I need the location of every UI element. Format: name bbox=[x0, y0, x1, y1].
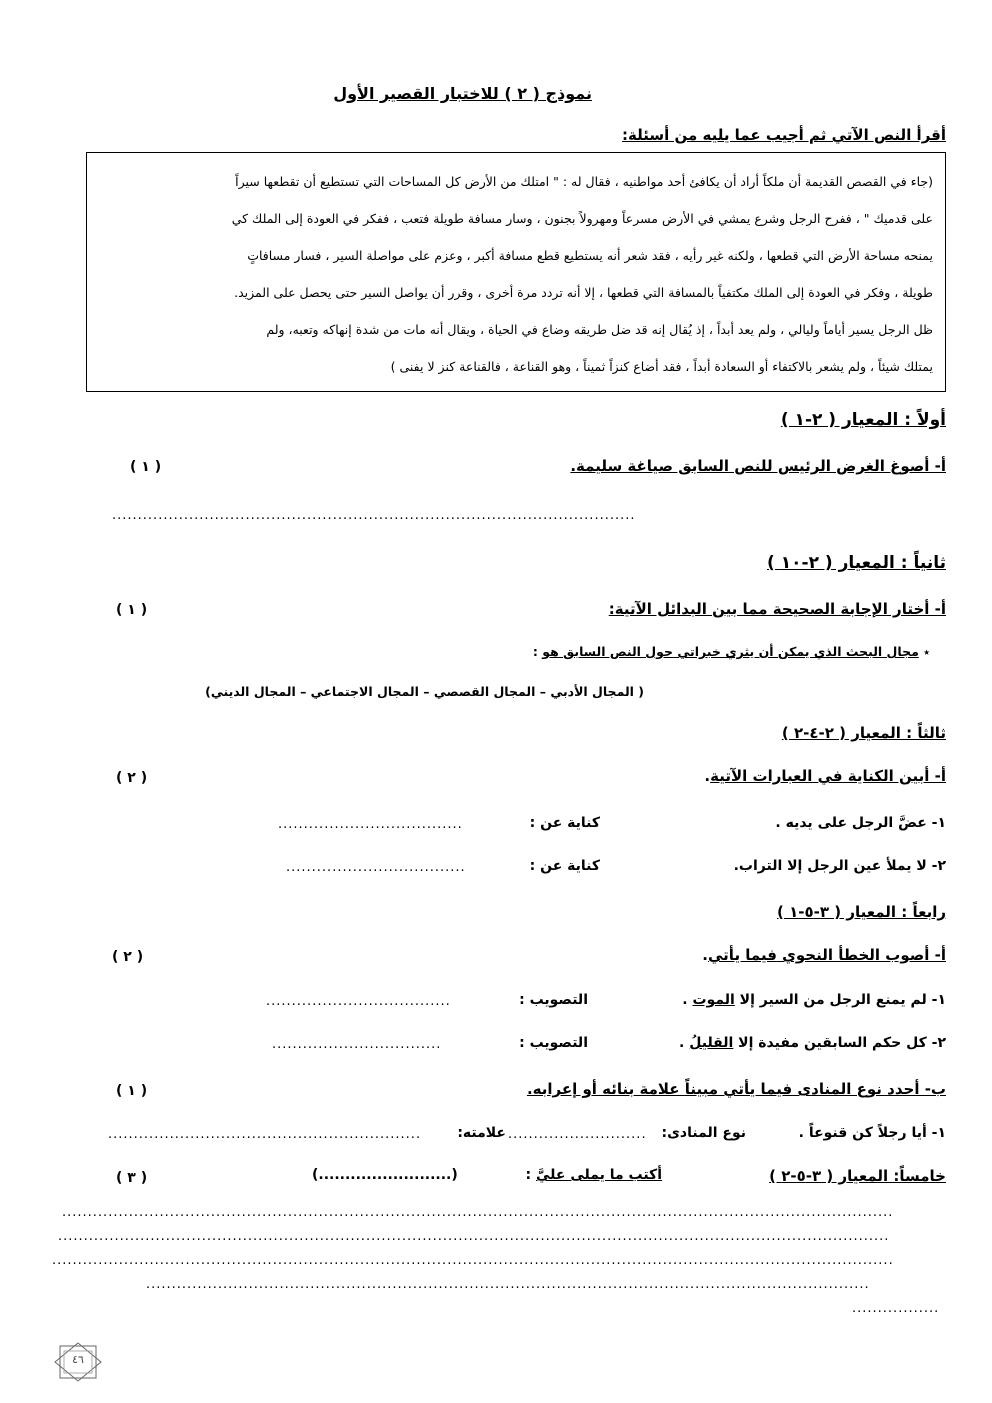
page-number: ٤٦ bbox=[72, 1353, 84, 1366]
section-2-sub-text: مجال البحث الذي يمكن أن يثري خبراتي حول النص السابق هو bbox=[542, 644, 919, 659]
section-4-item-1-label: التصويب : bbox=[519, 992, 588, 1008]
section-3-question bbox=[704, 767, 946, 785]
section-5-score: ( ٣ ) bbox=[116, 1170, 148, 1186]
section-3-item-1: ١- عضَّ الرجل على يديه . bbox=[775, 815, 946, 831]
section-3-q-prefix: أ- أبين الكناية في bbox=[812, 767, 946, 785]
section-4-item-1-answer[interactable]: .................................... bbox=[266, 994, 451, 1009]
section-1-answer-line[interactable]: ...................................................................................................... bbox=[112, 508, 636, 523]
section-3-heading: ثالثاً : المعيار ( ٢-٤-٢ ) bbox=[781, 724, 946, 742]
section-3-item-2-label: كناية عن : bbox=[529, 858, 600, 874]
passage-line: على قدميك " ، ففرح الرجل وشرع يمشي في الأرض مسرعاً ومهرولاً بجنون ، وسار مسافة طويلة فتعب ، ففكر في العودة إلى الملك كي bbox=[231, 211, 933, 226]
passage-line: طويلة ، وفكر في العودة إلى الملك مكتفياً بالمسافة التي قطعها ، إلا أنه تردد مرة أخرى ، وقرر أن يواصل السير حتى يحصل على المزيد. bbox=[234, 285, 933, 300]
reading-passage bbox=[86, 152, 946, 392]
item-2-post: . bbox=[679, 1035, 690, 1051]
section-4-q-underlined: فيما يأتي bbox=[708, 946, 777, 964]
section-2-heading: ثانياً : المعيار ( ٢-١٠ ) bbox=[767, 553, 946, 573]
section-5-task-colon: : bbox=[525, 1167, 536, 1183]
instruction: أقرأ النص الآتي ثم أجيب عما يليه من أسئلة: bbox=[622, 126, 946, 144]
nida-type-answer[interactable]: ........................... bbox=[508, 1127, 647, 1142]
section-4-item-1 bbox=[682, 992, 946, 1008]
item-2-word: القليلُ bbox=[689, 1035, 734, 1051]
nida-sign-answer[interactable]: ............................................................. bbox=[108, 1127, 422, 1142]
page-title: نموذج ( ٢ ) للاختبار القصير الأول bbox=[333, 84, 592, 103]
passage-line: ظل الرجل يسير أياماً وليالي ، ولم يعد أبداً ، إذ يُقال إنه قد ضل طريقه وضاع في الحياة ، ويقال أنه مات من شدة إنهاكه وتعبه، ولم bbox=[266, 322, 933, 337]
section-3-item-2-answer[interactable]: ................................... bbox=[286, 860, 466, 875]
section-3-q-suffix: . bbox=[704, 767, 711, 785]
item-1-post: . bbox=[682, 992, 693, 1008]
section-1-score: ( ١ ) bbox=[130, 459, 162, 475]
nida-sign-label: علامته: bbox=[457, 1125, 506, 1141]
section-4-heading: رابعاً : المعيار ( ٣-٥-١ ) bbox=[777, 903, 946, 921]
section-2-options: ( المجال الأدبي – المجال القصصي – المجال الاجتماعي – المجال الديني) bbox=[205, 684, 644, 699]
section-3-score: ( ٢ ) bbox=[116, 770, 148, 786]
section-4-item-2 bbox=[679, 1035, 946, 1051]
section-4-score-b: ( ١ ) bbox=[116, 1083, 148, 1099]
section-5-heading: خامساً: المعيار ( ٣-٥-٢ ) bbox=[769, 1167, 946, 1185]
section-1-heading: أولاً : المعيار ( ٢-١ ) bbox=[780, 410, 946, 430]
section-4-q-suffix: . bbox=[702, 946, 708, 964]
section-2-sub-colon: : bbox=[532, 644, 543, 659]
section-2-sub-question bbox=[533, 644, 930, 659]
item-1-word: الموت bbox=[692, 992, 735, 1008]
section-4-question bbox=[702, 946, 946, 964]
section-5-blank[interactable]: (.........................) bbox=[312, 1167, 458, 1183]
section-4-q-prefix: أ- أصوب الخطأ النحوي bbox=[776, 946, 946, 964]
section-4-question-b: ب- أحدد نوع المنادى فيما يأتي مبيناً علامة بنائه أو إعرابه. bbox=[526, 1080, 946, 1098]
section-5-task-text: أكتب ما يملى عليَّ bbox=[536, 1167, 662, 1183]
section-4-item-2-answer[interactable]: ................................. bbox=[272, 1037, 442, 1052]
nida-type-label: نوع المنادى: bbox=[661, 1125, 746, 1141]
section-4-item-2-label: التصويب : bbox=[519, 1035, 588, 1051]
section-4-item-b: ١- أيا رجلاً كن قنوعاً . bbox=[798, 1125, 946, 1141]
section-2-score: ( ١ ) bbox=[116, 602, 148, 618]
writing-line[interactable]: .................................................................................................................................................................. bbox=[58, 1229, 890, 1244]
section-3-q-underlined: العبارات الآتية bbox=[710, 767, 813, 785]
writing-line[interactable]: ................. bbox=[852, 1301, 940, 1316]
section-4-score: ( ٢ ) bbox=[112, 949, 144, 965]
passage-line: (جاء في القصص القديمة أن ملكاً أراد أن يكافئ أحد مواطنيه ، فقال له : " امتلك من الأرض كل المساحات التي تستطيع أن تقطعها سيراً bbox=[235, 174, 933, 189]
item-1-pre: ١- لم يمنع الرجل من السير إلا bbox=[734, 992, 946, 1008]
section-3-item-1-answer[interactable]: .................................... bbox=[278, 817, 463, 832]
bullet-icon: ٭ bbox=[923, 644, 930, 659]
section-2-question bbox=[609, 600, 946, 618]
passage-line: يمتلك شيئاً ، ولم يشعر بالاكتفاء أو السعادة أبداً ، فقد أضاع كنزاً ثميناً ، وهو القناعة ، فالقناعة كنز لا يفنى ) bbox=[390, 359, 933, 374]
section-3-item-1-label: كناية عن : bbox=[529, 815, 600, 831]
writing-line[interactable]: ............................................................................................................................................. bbox=[146, 1277, 870, 1292]
passage-line: يمنحه مساحة الأرض التي قطعها ، ولكنه غير رأيه ، فقد شعر أنه يستطيع قطع مسافة أكبر ، وعزم على مواصلة السير ، فسار مسافاتٍ bbox=[247, 248, 933, 263]
writing-line[interactable]: .................................................................................................................................................................. bbox=[62, 1205, 894, 1220]
item-2-pre: ٢- كل حكم السابقين مفيدة إلا bbox=[733, 1035, 946, 1051]
section-1-question: أ- أصوغ الغرض الرئيس للنص السابق صياغة سليمة. bbox=[570, 457, 946, 475]
page-number-ornament bbox=[52, 1342, 104, 1382]
section-3-item-2: ٢- لا يملأ عين الرجل إلا التراب. bbox=[733, 858, 946, 874]
section-5-task bbox=[526, 1167, 662, 1183]
writing-line[interactable]: .................................................................................................................................................................... bbox=[52, 1253, 894, 1268]
section-2-question-text: أ- أختار الإجابة الصحيحة مما بين البدائل الآتية: bbox=[608, 600, 946, 618]
